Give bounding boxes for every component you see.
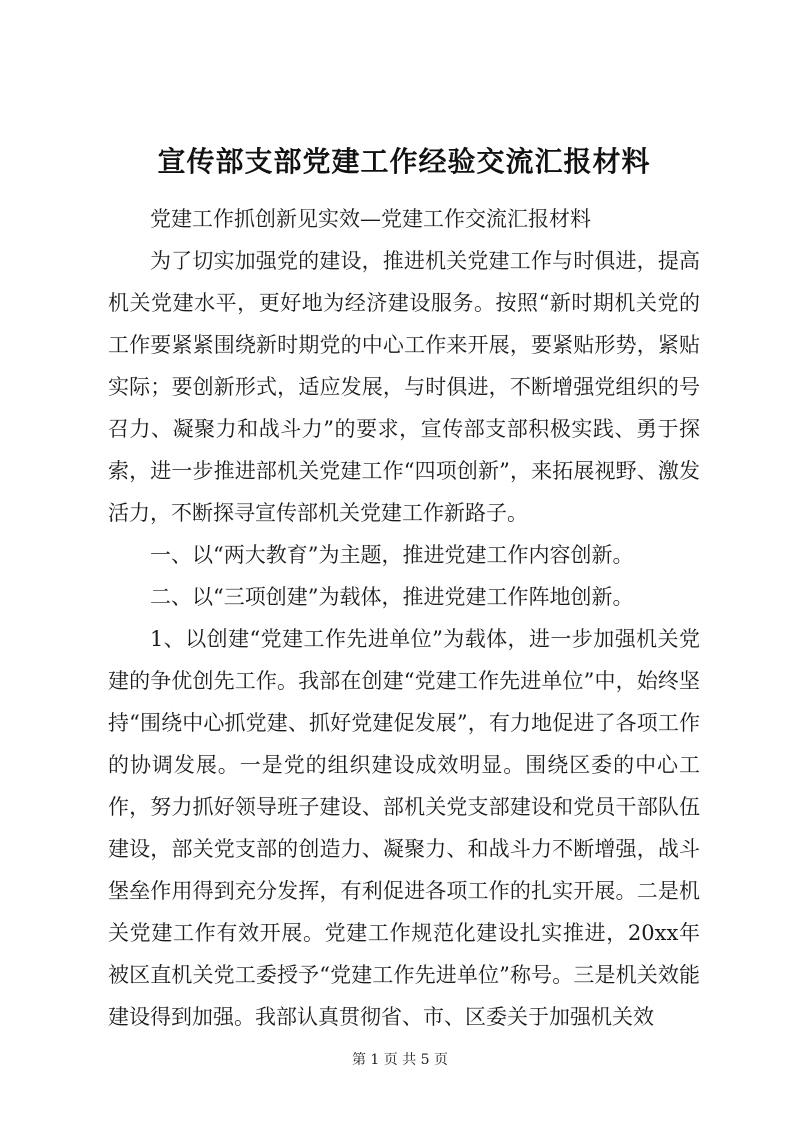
document-title: 宣传部支部党建工作经验交流汇报材料: [157, 145, 651, 178]
paragraph-intro: 为了切实加强党的建设，推进机关党建工作与时俱进，提高机关党建水平，更好地为经济建设服务。按照“新时期机关党的工作要紧紧围绕新时期党的中心工作来开展，要紧贴形势，紧贴实际；要创新形式，适应发展，与时俱进，不断增强党组织的号召力、凝聚力和战斗力”的要求，宣传部支部积极实践、勇于探索，进一步推进部机关党建工作“四项创新”，来拓展视野、激发活力，不断探寻宣传部机关党建工作新路子。: [108, 249, 700, 525]
document-page: [108, 140, 700, 1038]
document-subtitle: 党建工作抓创新见实效—党建工作交流汇报材料: [150, 207, 591, 231]
paragraph-item-one: 1、以创建“党建工作先进单位”为载体，进一步加强机关党建的争优创先工作。我部在创建“党建工作先进单位”中，始终坚持“围绕中心抓党建、抓好党建促发展”，有力地促进了各项工作的协调发展。一是党的组织建设成效明显。围绕区委的中心工作，努力抓好领导班子建设、部机关党支部建设和党员干部队伍建设，部关党支部的创造力、凝聚力、和战斗力不断增强，战斗堡垒作用得到充分发挥，有利促进各项工作的扎实开展。二是机关党建工作有效开展。党建工作规范化建设扎实推进，20xx年被区直机关党工委授予“党建工作先进单位”称号。三是机关效能建设得到加强。我部认真贯彻省、市、区委关于加强机关效: [108, 627, 700, 1029]
page-number-footer: 第 1 页 共 5 页: [351, 1052, 449, 1068]
paragraph-section-one: 一、以“两大教育”为主题，推进党建工作内容创新。: [150, 543, 634, 567]
paragraph-section-two: 二、以“三项创建”为载体，推进党建工作阵地创新。: [150, 585, 634, 609]
